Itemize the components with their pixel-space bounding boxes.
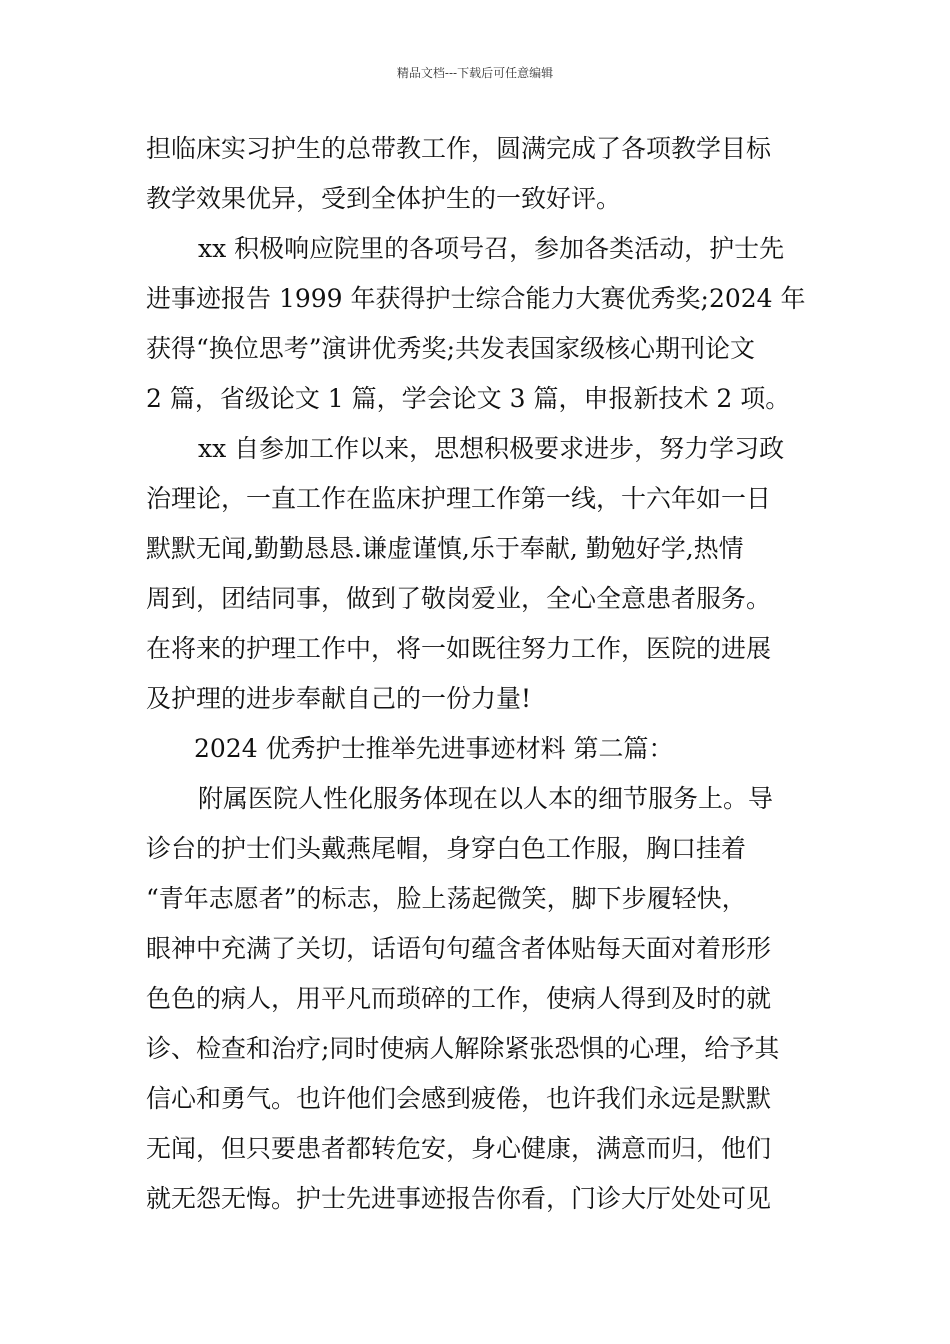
- text-line: 无闻，但只要患者都转危安，身心健康，满意而归，他们: [146, 1134, 772, 1163]
- text-line: xx 积极响应院里的各项号召，参加各类活动，护士先: [198, 234, 785, 263]
- text-line: 眼神中充满了关切，话语句句蕴含者体贴每天面对着形形: [146, 934, 772, 963]
- text-line: 就无怨无悔。护士先进事迹报告你看，门诊大厅处处可见: [146, 1184, 772, 1213]
- text-line: 进事迹报告 1999 年获得护士综合能力大赛优秀奖;2024 年: [146, 284, 806, 313]
- text-line: 及护理的进步奉献自己的一份力量!: [146, 684, 532, 713]
- text-line: 2 篇，省级论文 1 篇，学会论文 3 篇，申报新技术 2 项。: [146, 384, 791, 413]
- text-line: 治理论，一直工作在监床护理工作第一线，十六年如一日: [146, 484, 772, 513]
- text-line: 默默无闻,勤勤恳恳.谦虚谨慎,乐于奉献, 勤勉好学,热情: [146, 534, 744, 563]
- page-header: 精品文档---下载后可任意编辑: [396, 66, 554, 80]
- text-line: 信心和勇气。也许他们会感到疲倦，也许我们永远是默默: [146, 1084, 772, 1113]
- text-line: 周到，团结同事，做到了敬岗爱业，全心全意患者服务。: [146, 584, 772, 613]
- section-heading: 2024 优秀护士推举先进事迹材料 第二篇：: [194, 734, 674, 763]
- text-line: xx 自参加工作以来，思想积极要求进步，努力学习政: [198, 434, 785, 463]
- text-line: 担临床实习护生的总带教工作，圆满完成了各项教学目标: [146, 134, 772, 163]
- text-line: 在将来的护理工作中，将一如既往努力工作，医院的进展: [146, 634, 772, 663]
- text-line: 教学效果优异，受到全体护生的一致好评。: [146, 184, 622, 213]
- text-line: 附属医院人性化服务体现在以人本的细节服务上。导: [198, 784, 774, 813]
- text-line: 诊、检查和治疗;同时使病人解除紧张恐惧的心理，给予其: [146, 1034, 780, 1063]
- text-line: 获得“换位思考”演讲优秀奖;共发表国家级核心期刊论文: [146, 334, 755, 363]
- text-line: “青年志愿者”的标志，脸上荡起微笑，脚下步履轻快，: [146, 884, 747, 913]
- text-line: 色色的病人，用平凡而琐碎的工作，使病人得到及时的就: [146, 984, 772, 1013]
- text-line: 诊台的护士们头戴燕尾帽，身穿白色工作服，胸口挂着: [146, 834, 747, 863]
- document-body: [146, 124, 816, 1224]
